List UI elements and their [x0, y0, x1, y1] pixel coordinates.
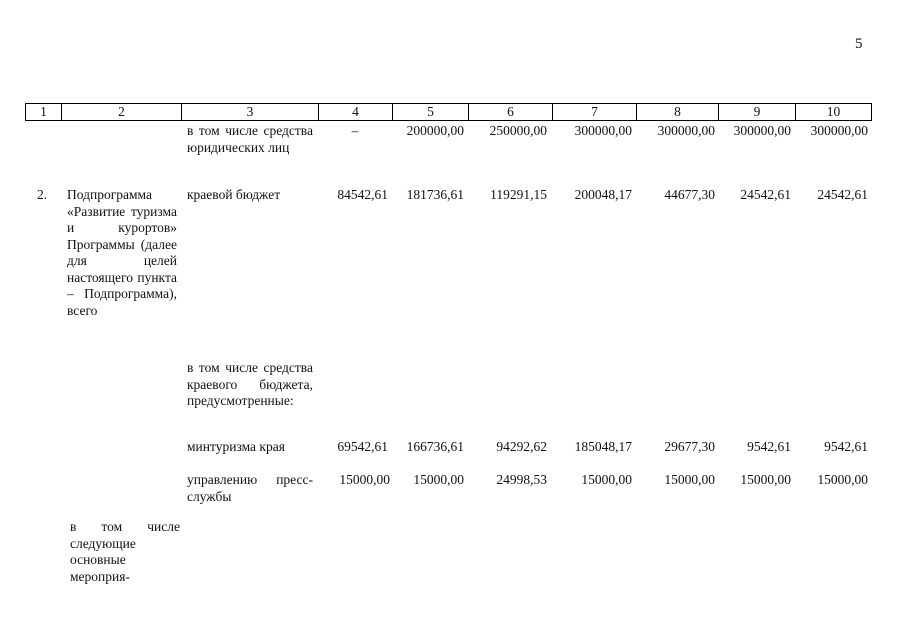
value-col7: 300000,00: [574, 123, 632, 138]
value-col7: 200048,17: [574, 187, 632, 202]
value-col10: 15000,00: [817, 472, 868, 487]
header-col-7: 7: [552, 103, 636, 121]
row-col3-text: в том числе средства юридических лиц: [187, 123, 313, 155]
value-col10: 9542,61: [824, 439, 868, 454]
header-col-2: 2: [61, 103, 181, 121]
value-col5: 15000,00: [413, 472, 464, 487]
value-col9: 15000,00: [740, 472, 791, 487]
value-col7: 185048,17: [574, 439, 632, 454]
page-number: 5: [855, 36, 863, 52]
value-col10: 300000,00: [810, 123, 868, 138]
value-col4: –: [351, 123, 359, 138]
value-col8: 44677,30: [664, 187, 715, 202]
row-col3-text: минтуризма края: [187, 439, 285, 454]
value-col6: 24998,53: [496, 472, 547, 487]
row-col3-text: в том числе средства краевого бюджета, предусмотренные:: [187, 360, 313, 408]
value-col4: 84542,61: [337, 187, 388, 202]
header-col-10: 10: [795, 103, 872, 121]
header-col-8: 8: [636, 103, 718, 121]
value-col8: 300000,00: [657, 123, 715, 138]
header-col-3: 3: [181, 103, 318, 121]
row-col2-text: в том числе следующие основные мероприя-: [70, 519, 180, 584]
value-col5: 181736,61: [406, 187, 464, 202]
value-col6: 250000,00: [489, 123, 547, 138]
header-col-9: 9: [718, 103, 795, 121]
value-col7: 15000,00: [581, 472, 632, 487]
header-col-4: 4: [318, 103, 392, 121]
value-col4: 69542,61: [337, 439, 388, 454]
value-col5: 200000,00: [406, 123, 464, 138]
value-col5: 166736,61: [406, 439, 464, 454]
value-col8: 15000,00: [664, 472, 715, 487]
value-col9: 300000,00: [733, 123, 791, 138]
value-col6: 94292,62: [496, 439, 547, 454]
value-col6: 119291,15: [490, 187, 547, 202]
row-col3-text: краевой бюджет: [187, 187, 281, 202]
value-col8: 29677,30: [664, 439, 715, 454]
value-col9: 24542,61: [740, 187, 791, 202]
value-col10: 24542,61: [817, 187, 868, 202]
header-col-1: 1: [25, 103, 61, 121]
row-col2-text: Подпрограмма «Развитие туризма и курортов» Программы (далее для целей настоящего пункта – Подпрограмма), всего: [67, 187, 177, 318]
header-col-6: 6: [468, 103, 552, 121]
header-col-5: 5: [392, 103, 468, 121]
value-col9: 9542,61: [747, 439, 791, 454]
row-number: 2.: [37, 187, 48, 202]
row-col3-text: управлению пресс-службы: [187, 472, 313, 504]
value-col4: 15000,00: [339, 472, 390, 487]
